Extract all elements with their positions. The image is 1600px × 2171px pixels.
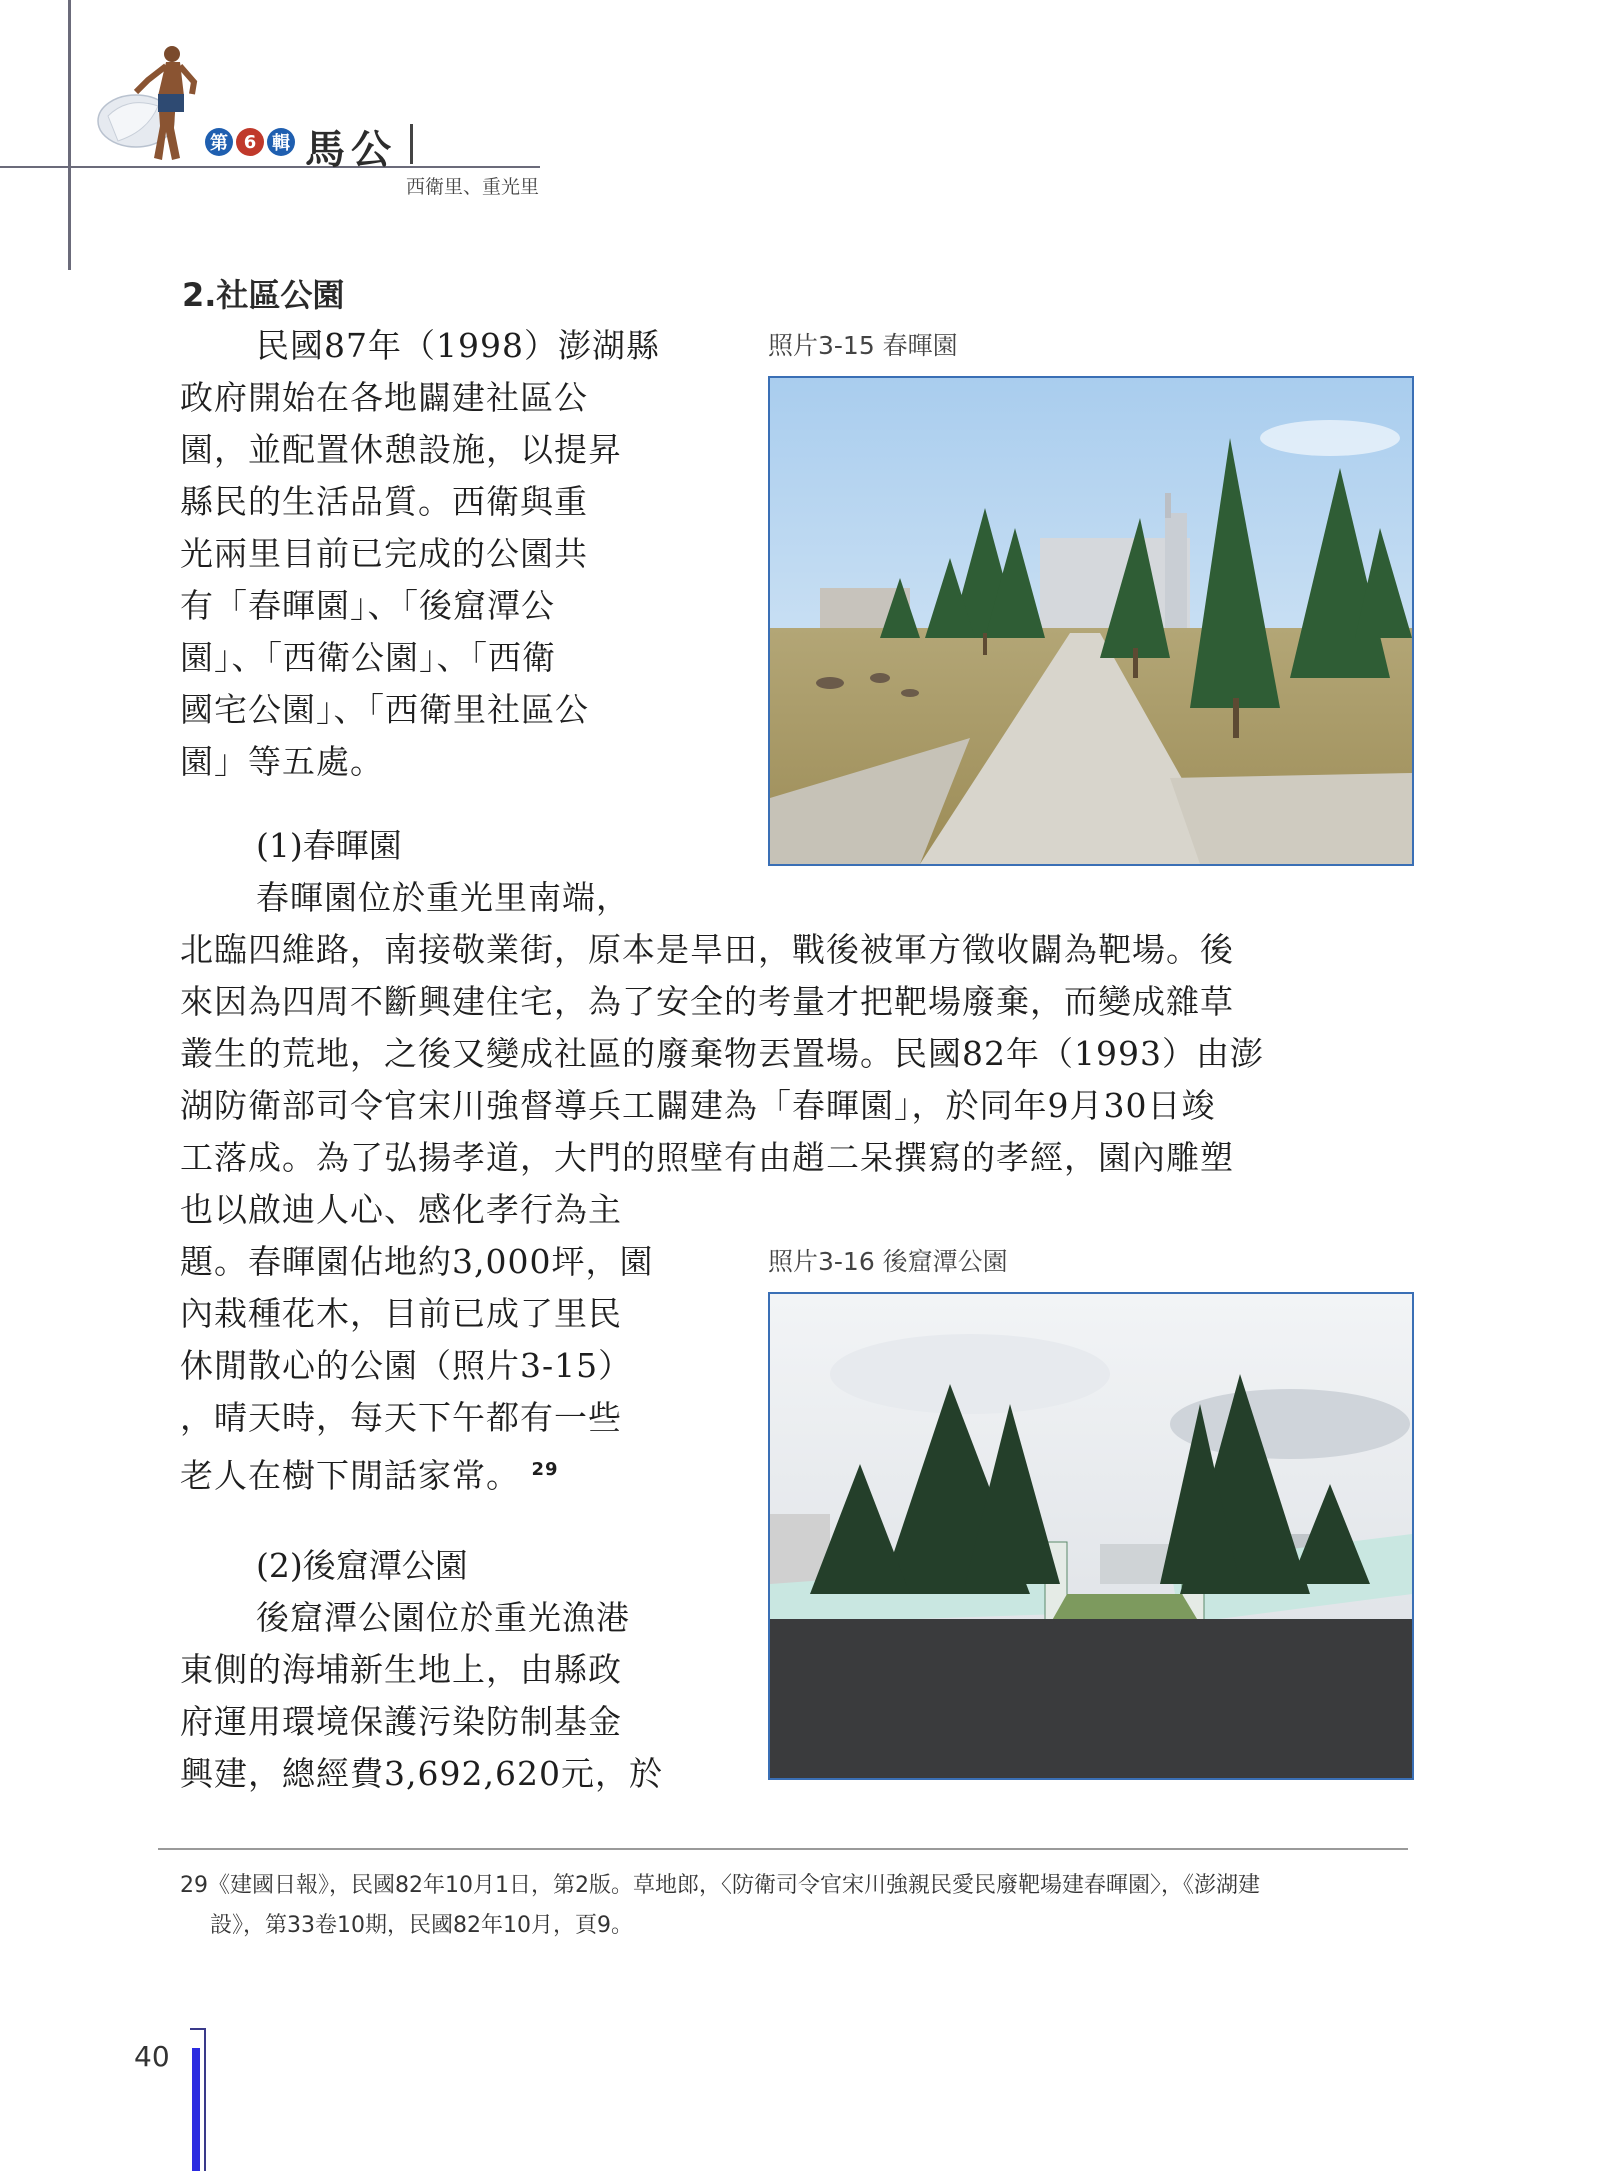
intro-paragraph <box>180 320 720 788</box>
chapter-name: 馬公 <box>305 126 397 173</box>
sub1-wide-paragraph <box>180 924 1406 1184</box>
page-marker-rule <box>204 2028 206 2171</box>
sub2-line: 東側的海埔新生地上，由縣政 <box>180 1650 622 1689</box>
fisherman-figure-icon <box>88 36 208 166</box>
sub1-narrow-line: 休閒散心的公園（照片3-15） <box>180 1346 633 1385</box>
intro-line <box>180 632 720 684</box>
sub2-paragraph <box>180 1592 720 1800</box>
intro-line-text: 縣民的生活品質。西衛與重 <box>180 482 588 521</box>
chapter-badge <box>205 128 295 156</box>
intro-line: 民國87年（1998）澎湖縣 <box>256 326 660 365</box>
intro-line-text: 有「春暉園」、「後窟潭公 <box>180 586 555 625</box>
photo-caption-3-15: 照片3-15 春暉園 <box>768 331 958 360</box>
intro-line-text: 國宅公園」、「西衛里社區公 <box>180 690 589 729</box>
badge-char-3: 輯 <box>267 128 295 156</box>
footnote-rule <box>158 1848 1408 1850</box>
badge-char-1: 第 <box>205 128 233 156</box>
sub1-wide-line: 湖防衛部司令官宋川強督導兵工闢建為「春暉園」，於同年9月30日竣 <box>180 1086 1216 1125</box>
footnote-ref-29[interactable]: 29 <box>531 1459 559 1480</box>
sub2-line: 興建，總經費3,692,620元，於 <box>180 1754 663 1793</box>
intro-line <box>180 684 720 736</box>
footnote-line-2: 設》，第33卷10期，民國82年10月，頁9。 <box>210 1913 633 1938</box>
sub2-line: 府運用環境保護污染防制基金 <box>180 1702 622 1741</box>
sub1-wide-line: 工落成。為了弘揚孝道，大門的照壁有由趙二呆撰寫的孝經，園內雕塑 <box>180 1138 1234 1177</box>
intro-line-text: 光兩里目前已完成的公園共 <box>180 534 588 573</box>
intro-line-text: 園」、「西衛公園」、「西衛 <box>180 638 556 677</box>
photo-chunhui-park <box>768 376 1414 866</box>
intro-line-text: 園，並配置休憩設施，以提昇 <box>180 430 622 469</box>
photo-caption-3-16: 照片3-16 後窟潭公園 <box>768 1247 1008 1276</box>
photo-houkutan-park <box>768 1292 1414 1780</box>
header-horizontal-rule <box>0 166 540 168</box>
sub1-narrow-line: 也以啟迪人心、感化孝行為主 <box>180 1190 622 1229</box>
intro-line <box>180 424 720 476</box>
sub1-narrow-line <box>180 1444 720 1496</box>
sub1-narrow-line: 題。春暉園佔地約3,000坪，園 <box>180 1242 654 1281</box>
sub1-wide-line: 叢生的荒地，之後又變成社區的廢棄物丟置場。民國82年（1993）由澎 <box>180 1034 1264 1073</box>
badge-char-2: 6 <box>236 128 264 156</box>
subsection-heading-1: (1)春暉園 <box>256 826 402 865</box>
intro-line <box>180 528 720 580</box>
sub2-line: 後窟潭公園位於重光漁港 <box>256 1598 630 1637</box>
page-marker-bar <box>192 2048 200 2171</box>
page-number: 40 <box>134 2040 170 2073</box>
header-vertical-rule <box>68 0 71 270</box>
sub1-narrow-line: ，晴天時，每天下午都有一些 <box>180 1398 622 1437</box>
sub1-wide-line: 來因為四周不斷興建住宅，為了安全的考量才把靶場廢棄，而變成雜草 <box>180 982 1234 1021</box>
sub1-first-line: 春暉園位於重光里南端， <box>256 878 630 917</box>
sub1-narrow-line: 內栽種花木，目前已成了里民 <box>180 1294 622 1333</box>
sub1-narrow-paragraph <box>180 1184 720 1496</box>
header-title-divider <box>410 124 413 164</box>
intro-line <box>180 580 720 632</box>
intro-line-text: 政府開始在各地闢建社區公 <box>180 378 588 417</box>
intro-line <box>180 372 720 424</box>
intro-line <box>180 476 720 528</box>
sub1-last-line-text: 老人在樹下閒話家常。 <box>180 1456 520 1495</box>
page-marker-tick <box>190 2028 204 2030</box>
sub1-wide-line: 北臨四維路，南接敬業街，原本是旱田，戰後被軍方徵收闢為靶場。後 <box>180 930 1234 969</box>
chapter-subtitle: 西衛里、重光里 <box>406 176 540 198</box>
footnote <box>180 1866 1410 1946</box>
intro-line: 園」等五處。 <box>180 742 384 781</box>
footnote-line-1: 29《建國日報》，民國82年10月1日，第2版。草地郎，〈防衛司令官宋川強親民愛民廢靶場建春暉園〉，《澎湖建 <box>180 1873 1260 1898</box>
subsection-heading-2: (2)後窟潭公園 <box>256 1546 468 1585</box>
section-title: 2.社區公園 <box>182 276 345 314</box>
